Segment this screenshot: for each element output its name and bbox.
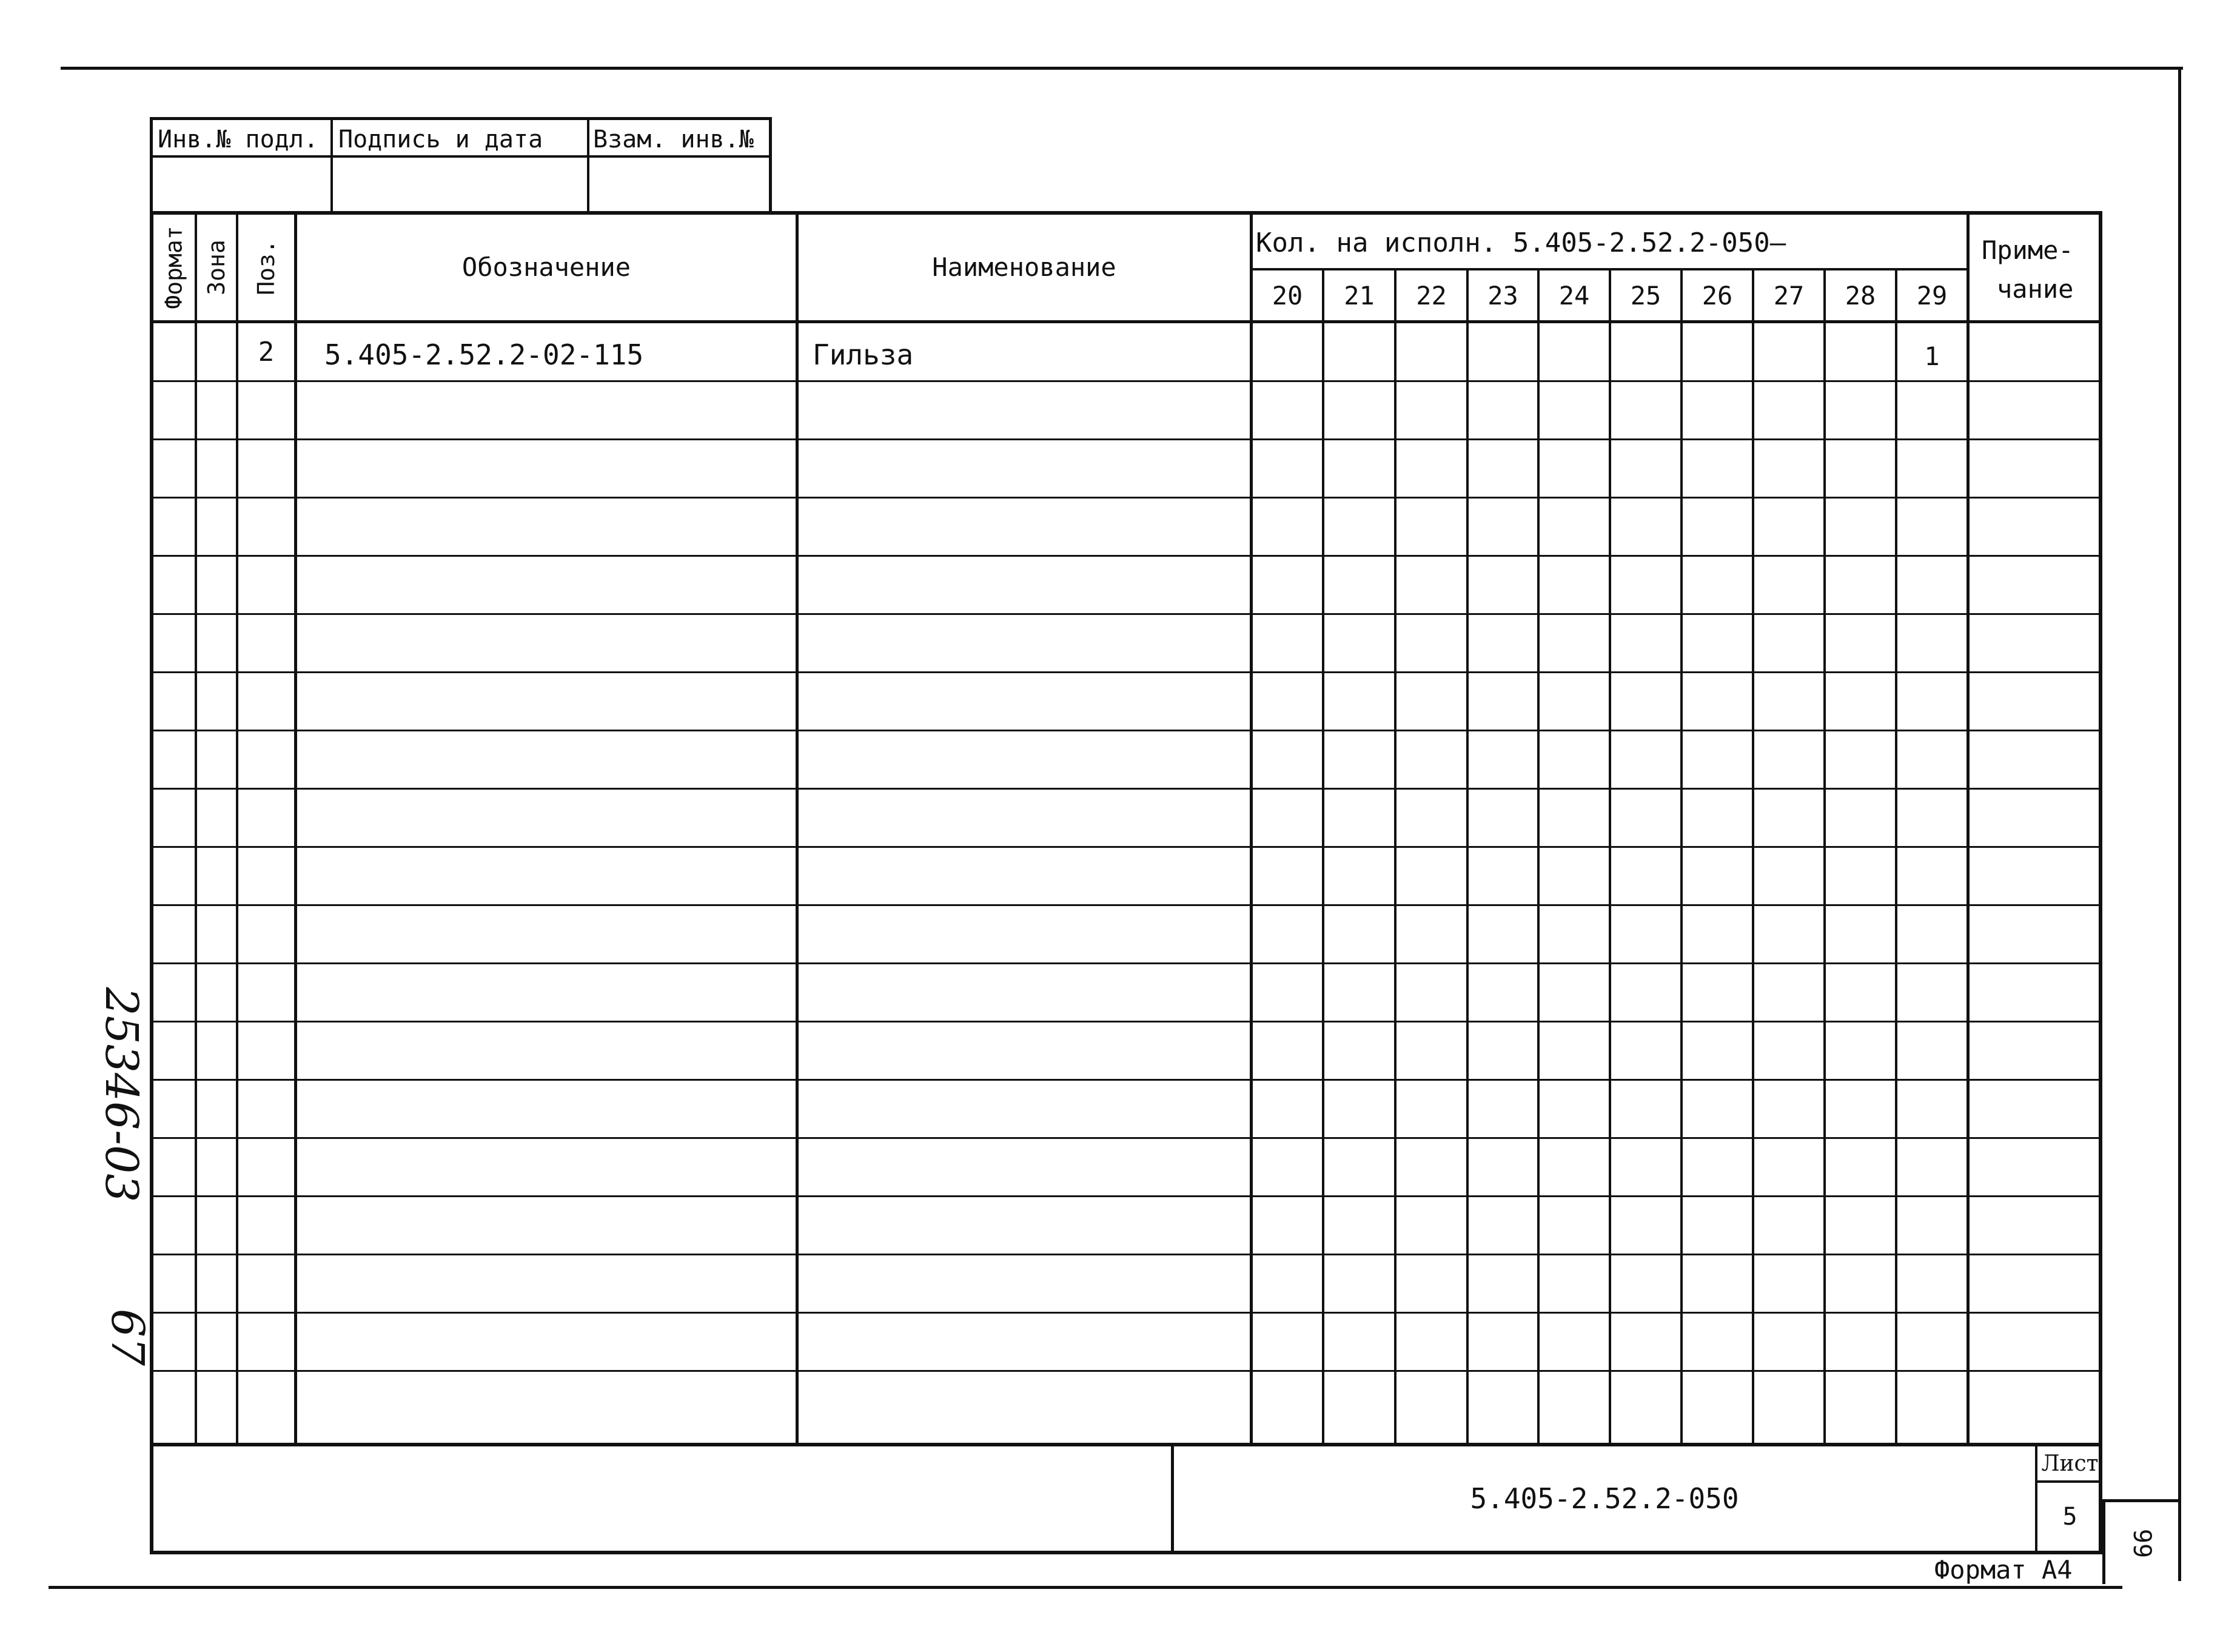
header-poz: Поз. (252, 240, 280, 295)
spec-table (150, 211, 2102, 1446)
handwritten-archive-number: 25346-03 (95, 987, 147, 1203)
header-primechanie-1: Приме- (1982, 235, 2074, 265)
frame-bottom-line (49, 1586, 2122, 1589)
stamp-inv-podl: Инв.№ подл. (158, 126, 318, 153)
variant-26: 26 (1702, 280, 1733, 311)
frame-right-line (2178, 68, 2181, 1581)
header-oboznachenie: Обозначение (461, 252, 631, 282)
table-row (238, 323, 294, 380)
list-value: 5 (2062, 1503, 2077, 1531)
row1-naimenovanie: Гильза (813, 338, 914, 371)
page-number: 99 (2127, 1528, 2156, 1558)
list-label: Лист (2041, 1451, 2099, 1476)
doc-number: 5.405-2.52.2-050 (1470, 1482, 1739, 1515)
row1-poz: 2 (258, 336, 275, 368)
variant-25: 25 (1630, 280, 1661, 311)
page-number-box (2102, 1499, 2178, 1584)
variant-28: 28 (1845, 280, 1876, 311)
variant-22: 22 (1416, 280, 1447, 311)
format-label: Формат А4 (1934, 1555, 2073, 1585)
header-naimenovanie: Наименование (932, 252, 1116, 282)
frame-top-line (61, 67, 2183, 70)
header-primechanie-2: чание (1997, 274, 2074, 304)
stamp-vzam-inv: Взам. инв.№ (593, 126, 754, 153)
header-format: Формат (161, 226, 187, 309)
variant-20: 20 (1272, 280, 1303, 311)
row1-oboznachenie: 5.405-2.52.2-02-115 (324, 338, 644, 371)
handwritten-sheet-number: 67 (101, 1308, 153, 1366)
variant-27: 27 (1773, 280, 1805, 311)
row1-kol-29: 1 (1924, 341, 1940, 371)
variant-29: 29 (1916, 280, 1948, 311)
variant-21: 21 (1344, 280, 1375, 311)
title-block (150, 1443, 2102, 1554)
stamp-block (150, 117, 772, 214)
header-kol-title: Кол. на исполн. 5.405-2.52.2-050– (1256, 227, 1786, 258)
header-zona: Зона (203, 240, 230, 295)
variant-24: 24 (1558, 280, 1590, 311)
stamp-podpis-data: Подпись и дата (338, 126, 543, 153)
variant-23: 23 (1487, 280, 1518, 311)
